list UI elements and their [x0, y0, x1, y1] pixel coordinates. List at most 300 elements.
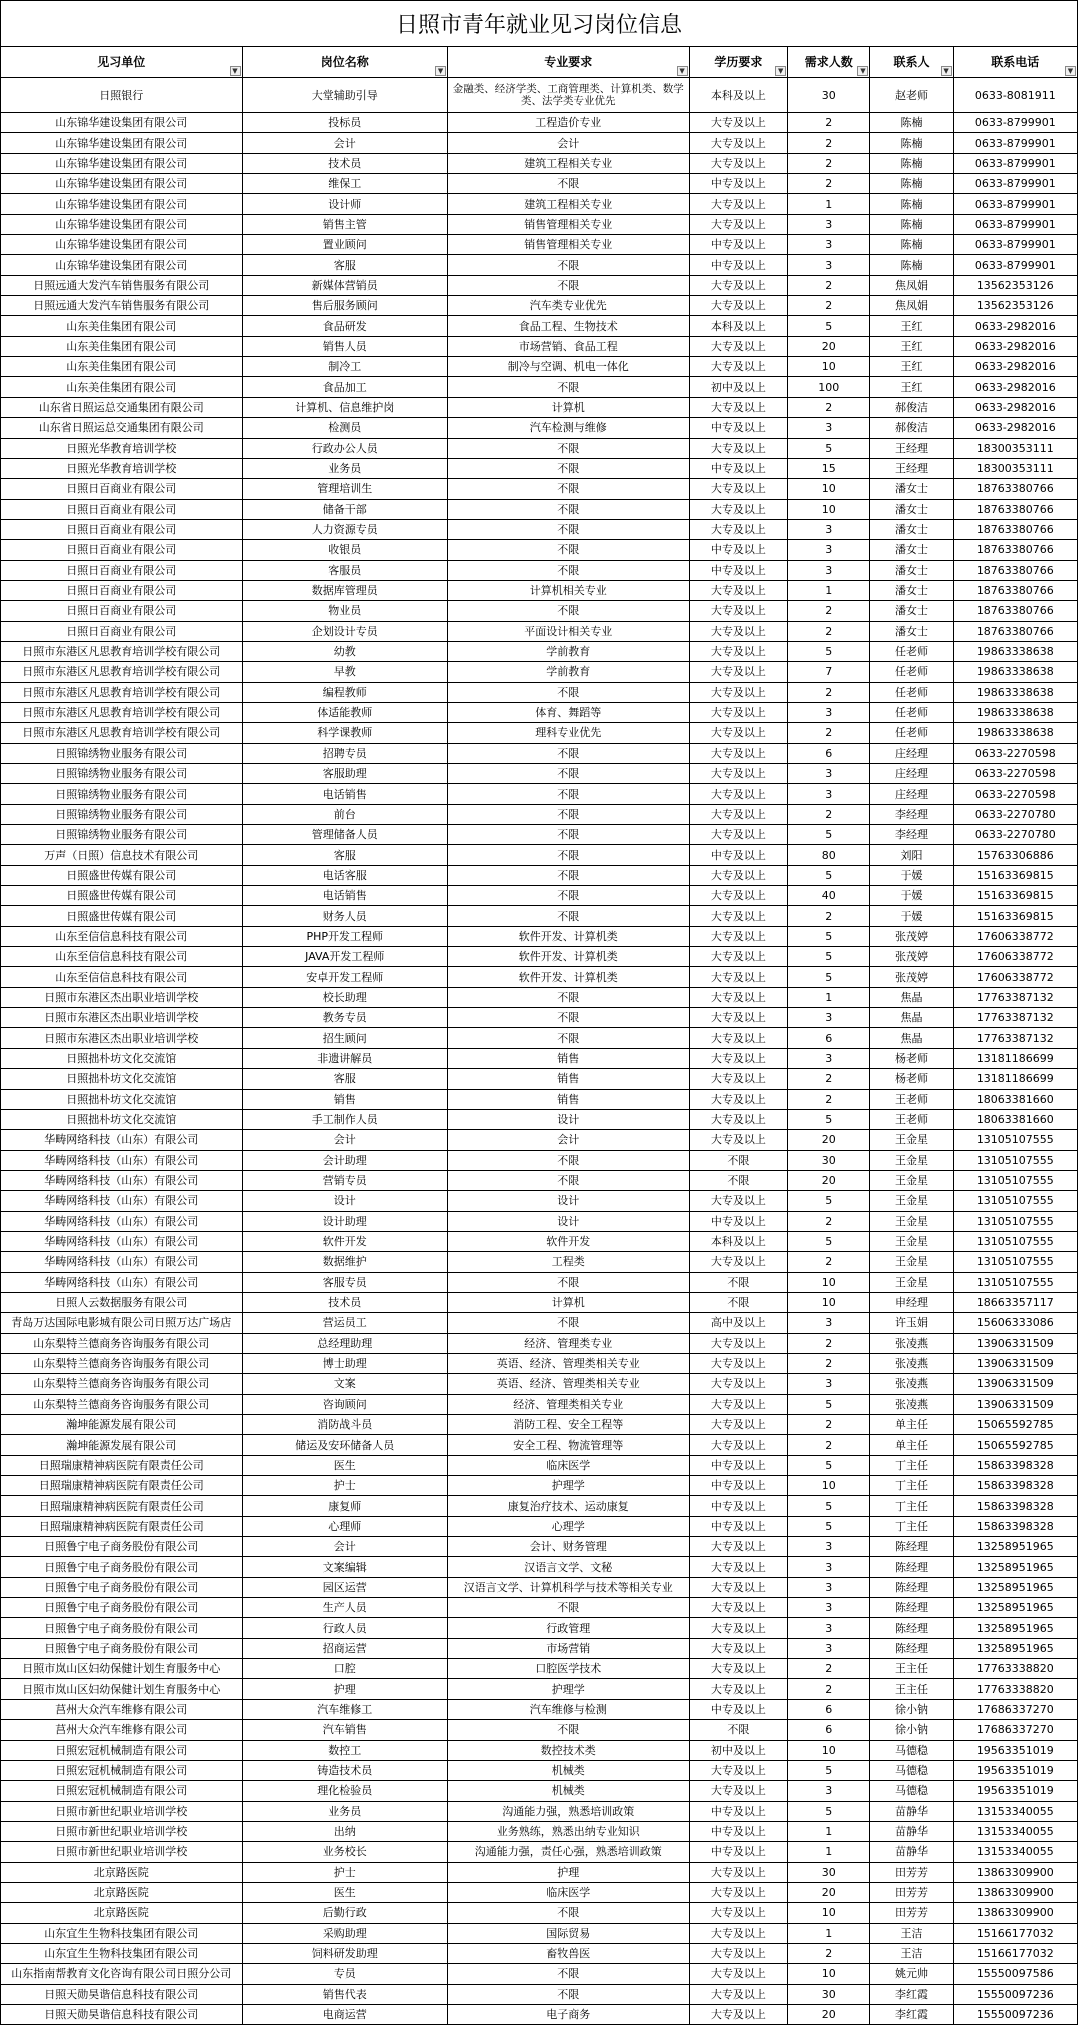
filter-dropdown-icon[interactable]: ▼ [1065, 66, 1076, 76]
cell-position[interactable]: 会计 [242, 1537, 448, 1557]
cell-phone[interactable]: 18063381660 [953, 1089, 1077, 1109]
cell-count[interactable]: 2 [788, 1659, 870, 1679]
cell-count[interactable]: 5 [788, 825, 870, 845]
cell-contact[interactable]: 潘女士 [870, 519, 953, 539]
cell-unit[interactable]: 日照鲁宁电子商务股份有限公司 [1, 1618, 243, 1638]
cell-position[interactable]: 电话客服 [242, 865, 448, 885]
cell-contact[interactable]: 陈楠 [870, 194, 953, 214]
cell-education[interactable]: 不限 [689, 1272, 788, 1292]
cell-count[interactable]: 2 [788, 1211, 870, 1231]
cell-count[interactable]: 2 [788, 804, 870, 824]
cell-education[interactable]: 大专及以上 [689, 1882, 788, 1902]
cell-count[interactable]: 5 [788, 1516, 870, 1536]
cell-major[interactable]: 不限 [448, 1150, 690, 1170]
cell-phone[interactable]: 13105107555 [953, 1272, 1077, 1292]
cell-education[interactable]: 大专及以上 [689, 1760, 788, 1780]
cell-unit[interactable]: 山东梨特兰德商务咨询服务有限公司 [1, 1333, 243, 1353]
cell-education[interactable]: 大专及以上 [689, 1577, 788, 1597]
cell-contact[interactable]: 苗静华 [870, 1842, 953, 1862]
cell-contact[interactable]: 徐小钠 [870, 1699, 953, 1719]
cell-education[interactable]: 中专及以上 [689, 418, 788, 438]
cell-unit[interactable]: 山东美佳集团有限公司 [1, 336, 243, 356]
cell-phone[interactable]: 15166177032 [953, 1943, 1077, 1963]
cell-position[interactable]: 幼教 [242, 641, 448, 661]
cell-position[interactable]: 后勤行政 [242, 1903, 448, 1923]
cell-position[interactable]: 采购助理 [242, 1923, 448, 1943]
cell-unit[interactable]: 日照鲁宁电子商务股份有限公司 [1, 1577, 243, 1597]
cell-education[interactable]: 大专及以上 [689, 1903, 788, 1923]
cell-position[interactable]: 心理师 [242, 1516, 448, 1536]
cell-major[interactable]: 不限 [448, 499, 690, 519]
cell-major[interactable]: 口腔医学技术 [448, 1659, 690, 1679]
cell-phone[interactable]: 18063381660 [953, 1109, 1077, 1129]
cell-count[interactable]: 2 [788, 1353, 870, 1373]
cell-major[interactable]: 软件开发、计算机类 [448, 967, 690, 987]
cell-unit[interactable]: 山东锦华建设集团有限公司 [1, 174, 243, 194]
cell-education[interactable]: 大专及以上 [689, 397, 788, 417]
cell-phone[interactable]: 18763380766 [953, 560, 1077, 580]
cell-count[interactable]: 2 [788, 296, 870, 316]
cell-contact[interactable]: 郝俊洁 [870, 397, 953, 417]
cell-major[interactable]: 行政管理 [448, 1618, 690, 1638]
cell-contact[interactable]: 马德稳 [870, 1740, 953, 1760]
cell-position[interactable]: 电话销售 [242, 886, 448, 906]
cell-contact[interactable]: 王红 [870, 357, 953, 377]
cell-count[interactable]: 6 [788, 743, 870, 763]
cell-major[interactable]: 会计、财务管理 [448, 1537, 690, 1557]
cell-count[interactable]: 2 [788, 1679, 870, 1699]
cell-major[interactable]: 心理学 [448, 1516, 690, 1536]
cell-education[interactable]: 大专及以上 [689, 1537, 788, 1557]
cell-contact[interactable]: 马德稳 [870, 1781, 953, 1801]
cell-position[interactable]: 医生 [242, 1455, 448, 1475]
cell-position[interactable]: 销售代表 [242, 1984, 448, 2004]
cell-position[interactable]: 食品研发 [242, 316, 448, 336]
cell-count[interactable]: 2 [788, 1089, 870, 1109]
cell-education[interactable]: 大专及以上 [689, 804, 788, 824]
cell-position[interactable]: 营销专员 [242, 1170, 448, 1190]
cell-phone[interactable]: 13258951965 [953, 1577, 1077, 1597]
cell-unit[interactable]: 华畴网络科技（山东）有限公司 [1, 1170, 243, 1190]
cell-contact[interactable]: 陈楠 [870, 133, 953, 153]
cell-unit[interactable]: 日照日百商业有限公司 [1, 540, 243, 560]
cell-unit[interactable]: 华畴网络科技（山东）有限公司 [1, 1211, 243, 1231]
cell-unit[interactable]: 日照鲁宁电子商务股份有限公司 [1, 1638, 243, 1658]
cell-contact[interactable]: 马德稳 [870, 1760, 953, 1780]
cell-phone[interactable]: 19563351019 [953, 1740, 1077, 1760]
cell-phone[interactable]: 17606338772 [953, 967, 1077, 987]
cell-phone[interactable]: 15166177032 [953, 1923, 1077, 1943]
cell-education[interactable]: 大专及以上 [689, 479, 788, 499]
cell-phone[interactable]: 13562353126 [953, 275, 1077, 295]
cell-position[interactable]: PHP开发工程师 [242, 926, 448, 946]
cell-contact[interactable]: 王老师 [870, 1089, 953, 1109]
cell-major[interactable]: 软件开发、计算机类 [448, 926, 690, 946]
cell-count[interactable]: 3 [788, 560, 870, 580]
cell-contact[interactable]: 于媛 [870, 865, 953, 885]
cell-contact[interactable]: 陈楠 [870, 174, 953, 194]
cell-phone[interactable]: 13181186699 [953, 1069, 1077, 1089]
cell-phone[interactable]: 0633-2270598 [953, 784, 1077, 804]
cell-contact[interactable]: 潘女士 [870, 601, 953, 621]
cell-major[interactable]: 不限 [448, 601, 690, 621]
cell-position[interactable]: 汽车维修工 [242, 1699, 448, 1719]
cell-unit[interactable]: 日照鲁宁电子商务股份有限公司 [1, 1598, 243, 1618]
cell-major[interactable]: 护理学 [448, 1679, 690, 1699]
cell-education[interactable]: 大专及以上 [689, 1374, 788, 1394]
cell-major[interactable]: 汉语言文学、计算机科学与技术等相关专业 [448, 1577, 690, 1597]
cell-phone[interactable]: 17763338820 [953, 1659, 1077, 1679]
cell-major[interactable]: 软件开发、计算机类 [448, 947, 690, 967]
cell-major[interactable]: 不限 [448, 1313, 690, 1333]
cell-count[interactable]: 3 [788, 1577, 870, 1597]
cell-count[interactable]: 5 [788, 967, 870, 987]
cell-major[interactable]: 工程类 [448, 1252, 690, 1272]
cell-contact[interactable]: 申经理 [870, 1292, 953, 1312]
cell-major[interactable]: 消防工程、安全工程等 [448, 1415, 690, 1435]
cell-contact[interactable]: 王洁 [870, 1943, 953, 1963]
cell-contact[interactable]: 王经理 [870, 458, 953, 478]
cell-major[interactable]: 不限 [448, 458, 690, 478]
cell-phone[interactable]: 19863338638 [953, 641, 1077, 661]
cell-education[interactable]: 中专及以上 [689, 1496, 788, 1516]
cell-count[interactable]: 3 [788, 784, 870, 804]
cell-count[interactable]: 1 [788, 194, 870, 214]
cell-unit[interactable]: 山东指南帮教育文化咨询有限公司日照分公司 [1, 1964, 243, 1984]
cell-major[interactable]: 不限 [448, 1903, 690, 1923]
cell-count[interactable]: 10 [788, 357, 870, 377]
cell-phone[interactable]: 17763338820 [953, 1679, 1077, 1699]
cell-education[interactable]: 大专及以上 [689, 621, 788, 641]
cell-phone[interactable]: 0633-2270780 [953, 825, 1077, 845]
cell-unit[interactable]: 山东锦华建设集团有限公司 [1, 153, 243, 173]
cell-unit[interactable]: 日照光华教育培训学校 [1, 458, 243, 478]
cell-education[interactable]: 初中及以上 [689, 377, 788, 397]
cell-unit[interactable]: 山东锦华建设集团有限公司 [1, 235, 243, 255]
cell-education[interactable]: 大专及以上 [689, 1353, 788, 1373]
cell-phone[interactable]: 13863309900 [953, 1903, 1077, 1923]
cell-count[interactable]: 5 [788, 1394, 870, 1414]
cell-unit[interactable]: 日照光华教育培训学校 [1, 438, 243, 458]
cell-count[interactable]: 3 [788, 764, 870, 784]
cell-count[interactable]: 2 [788, 621, 870, 641]
cell-phone[interactable]: 19563351019 [953, 1781, 1077, 1801]
cell-education[interactable]: 中专及以上 [689, 1821, 788, 1841]
cell-unit[interactable]: 山东宜生生物科技集团有限公司 [1, 1943, 243, 1963]
cell-education[interactable]: 大专及以上 [689, 662, 788, 682]
cell-unit[interactable]: 日照市岚山区妇幼保健计划生育服务中心 [1, 1679, 243, 1699]
cell-phone[interactable]: 17686337270 [953, 1720, 1077, 1740]
cell-count[interactable]: 5 [788, 641, 870, 661]
cell-position[interactable]: 安卓开发工程师 [242, 967, 448, 987]
cell-position[interactable]: 园区运营 [242, 1577, 448, 1597]
cell-count[interactable]: 6 [788, 1028, 870, 1048]
cell-phone[interactable]: 18763380766 [953, 540, 1077, 560]
cell-position[interactable]: 会计 [242, 1130, 448, 1150]
cell-position[interactable]: 招生顾问 [242, 1028, 448, 1048]
cell-phone[interactable]: 15163369815 [953, 865, 1077, 885]
cell-major[interactable]: 安全工程、物流管理等 [448, 1435, 690, 1455]
cell-unit[interactable]: 日照拙朴坊文化交流馆 [1, 1089, 243, 1109]
cell-contact[interactable]: 潘女士 [870, 499, 953, 519]
cell-position[interactable]: 大堂辅助引导 [242, 78, 448, 113]
cell-education[interactable]: 大专及以上 [689, 1618, 788, 1638]
cell-major[interactable]: 销售 [448, 1089, 690, 1109]
cell-contact[interactable]: 焦凤娟 [870, 296, 953, 316]
cell-contact[interactable]: 张茂婷 [870, 967, 953, 987]
cell-contact[interactable]: 田芳芳 [870, 1862, 953, 1882]
cell-unit[interactable]: 日照远通大发汽车销售服务有限公司 [1, 275, 243, 295]
cell-position[interactable]: 客服 [242, 255, 448, 275]
cell-major[interactable]: 不限 [448, 764, 690, 784]
cell-count[interactable]: 2 [788, 682, 870, 702]
cell-count[interactable]: 3 [788, 255, 870, 275]
cell-unit[interactable]: 华畴网络科技（山东）有限公司 [1, 1191, 243, 1211]
cell-phone[interactable]: 13153340055 [953, 1842, 1077, 1862]
cell-major[interactable]: 不限 [448, 865, 690, 885]
cell-unit[interactable]: 日照宏冠机械制造有限公司 [1, 1760, 243, 1780]
cell-education[interactable]: 中专及以上 [689, 255, 788, 275]
cell-contact[interactable]: 王金星 [870, 1170, 953, 1190]
cell-position[interactable]: 业务员 [242, 1801, 448, 1821]
cell-major[interactable]: 计算机 [448, 1292, 690, 1312]
cell-contact[interactable]: 李红霞 [870, 1984, 953, 2004]
cell-major[interactable]: 学前教育 [448, 662, 690, 682]
cell-contact[interactable]: 张茂婷 [870, 926, 953, 946]
cell-count[interactable]: 3 [788, 540, 870, 560]
cell-unit[interactable]: 日照盛世传媒有限公司 [1, 886, 243, 906]
cell-education[interactable]: 不限 [689, 1720, 788, 1740]
cell-unit[interactable]: 瀚坤能源发展有限公司 [1, 1435, 243, 1455]
cell-contact[interactable]: 庄经理 [870, 764, 953, 784]
cell-education[interactable]: 本科及以上 [689, 78, 788, 113]
cell-count[interactable]: 2 [788, 113, 870, 133]
cell-count[interactable]: 2 [788, 133, 870, 153]
cell-contact[interactable]: 张凌燕 [870, 1333, 953, 1353]
cell-unit[interactable]: 莒州大众汽车维修有限公司 [1, 1699, 243, 1719]
cell-phone[interactable]: 0633-8799901 [953, 133, 1077, 153]
cell-major[interactable]: 不限 [448, 1964, 690, 1984]
cell-position[interactable]: 电话销售 [242, 784, 448, 804]
cell-major[interactable]: 不限 [448, 804, 690, 824]
cell-education[interactable]: 不限 [689, 1292, 788, 1312]
cell-education[interactable]: 中专及以上 [689, 458, 788, 478]
cell-unit[interactable]: 日照拙朴坊文化交流馆 [1, 1069, 243, 1089]
cell-contact[interactable]: 庄经理 [870, 784, 953, 804]
cell-contact[interactable]: 张茂婷 [870, 947, 953, 967]
cell-education[interactable]: 大专及以上 [689, 1435, 788, 1455]
cell-phone[interactable]: 0633-2982016 [953, 418, 1077, 438]
cell-position[interactable]: 计算机、信息维护岗 [242, 397, 448, 417]
cell-major[interactable]: 不限 [448, 1720, 690, 1740]
cell-count[interactable]: 10 [788, 1964, 870, 1984]
cell-major[interactable]: 不限 [448, 825, 690, 845]
cell-count[interactable]: 5 [788, 316, 870, 336]
cell-phone[interactable]: 13258951965 [953, 1557, 1077, 1577]
cell-unit[interactable]: 山东锦华建设集团有限公司 [1, 113, 243, 133]
cell-contact[interactable]: 单主任 [870, 1415, 953, 1435]
cell-major[interactable]: 销售 [448, 1069, 690, 1089]
cell-contact[interactable]: 杨老师 [870, 1069, 953, 1089]
cell-major[interactable]: 英语、经济、管理类相关专业 [448, 1374, 690, 1394]
cell-unit[interactable]: 日照瑞康精神病医院有限责任公司 [1, 1476, 243, 1496]
cell-position[interactable]: 客服专员 [242, 1272, 448, 1292]
cell-education[interactable]: 大专及以上 [689, 113, 788, 133]
cell-position[interactable]: 行政办公人员 [242, 438, 448, 458]
cell-contact[interactable]: 任老师 [870, 641, 953, 661]
cell-count[interactable]: 3 [788, 1008, 870, 1028]
cell-position[interactable]: 体适能教师 [242, 702, 448, 722]
cell-phone[interactable]: 0633-8799901 [953, 214, 1077, 234]
cell-phone[interactable]: 13863309900 [953, 1882, 1077, 1902]
cell-contact[interactable]: 陈经理 [870, 1638, 953, 1658]
cell-contact[interactable]: 王金星 [870, 1150, 953, 1170]
cell-education[interactable]: 大专及以上 [689, 2004, 788, 2024]
cell-unit[interactable]: 日照瑞康精神病医院有限责任公司 [1, 1516, 243, 1536]
cell-count[interactable]: 2 [788, 275, 870, 295]
cell-phone[interactable]: 13258951965 [953, 1537, 1077, 1557]
cell-phone[interactable]: 18763380766 [953, 580, 1077, 600]
filter-dropdown-icon[interactable]: ▼ [435, 66, 446, 76]
cell-count[interactable]: 1 [788, 1821, 870, 1841]
cell-phone[interactable]: 17763387132 [953, 1028, 1077, 1048]
cell-count[interactable]: 40 [788, 886, 870, 906]
cell-major[interactable]: 计算机相关专业 [448, 580, 690, 600]
cell-major[interactable]: 不限 [448, 743, 690, 763]
cell-major[interactable]: 建筑工程相关专业 [448, 153, 690, 173]
cell-count[interactable]: 5 [788, 1191, 870, 1211]
cell-phone[interactable]: 15863398328 [953, 1516, 1077, 1536]
cell-phone[interactable]: 15065592785 [953, 1435, 1077, 1455]
cell-phone[interactable]: 13258951965 [953, 1618, 1077, 1638]
cell-position[interactable]: 企划设计专员 [242, 621, 448, 641]
cell-count[interactable]: 2 [788, 601, 870, 621]
cell-count[interactable]: 5 [788, 1231, 870, 1251]
cell-unit[interactable]: 日照盛世传媒有限公司 [1, 906, 243, 926]
cell-contact[interactable]: 陈经理 [870, 1598, 953, 1618]
cell-education[interactable]: 大专及以上 [689, 641, 788, 661]
cell-unit[interactable]: 日照市新世纪职业培训学校 [1, 1821, 243, 1841]
cell-position[interactable]: 检测员 [242, 418, 448, 438]
cell-count[interactable]: 30 [788, 1984, 870, 2004]
cell-unit[interactable]: 华畴网络科技（山东）有限公司 [1, 1231, 243, 1251]
cell-count[interactable]: 1 [788, 580, 870, 600]
filter-dropdown-icon[interactable]: ▼ [857, 66, 868, 76]
cell-count[interactable]: 10 [788, 499, 870, 519]
cell-position[interactable]: 管理培训生 [242, 479, 448, 499]
cell-position[interactable]: 理化检验员 [242, 1781, 448, 1801]
cell-position[interactable]: 维保工 [242, 174, 448, 194]
cell-unit[interactable]: 日照市东港区杰出职业培训学校 [1, 1028, 243, 1048]
cell-education[interactable]: 高中及以上 [689, 1313, 788, 1333]
cell-phone[interactable]: 13258951965 [953, 1598, 1077, 1618]
cell-count[interactable]: 2 [788, 1435, 870, 1455]
cell-unit[interactable]: 山东美佳集团有限公司 [1, 377, 243, 397]
cell-contact[interactable]: 于媛 [870, 906, 953, 926]
cell-count[interactable]: 3 [788, 1374, 870, 1394]
cell-education[interactable]: 中专及以上 [689, 540, 788, 560]
cell-education[interactable]: 大专及以上 [689, 1109, 788, 1129]
cell-major[interactable]: 沟通能力强，熟悉培训政策 [448, 1801, 690, 1821]
cell-contact[interactable]: 李经理 [870, 804, 953, 824]
cell-major[interactable]: 沟通能力强，责任心强，熟悉培训政策 [448, 1842, 690, 1862]
cell-phone[interactable]: 0633-2270780 [953, 804, 1077, 824]
cell-contact[interactable]: 李经理 [870, 825, 953, 845]
cell-major[interactable]: 不限 [448, 682, 690, 702]
cell-unit[interactable]: 日照市东港区凡思教育培训学校有限公司 [1, 682, 243, 702]
cell-major[interactable]: 工程造价专业 [448, 113, 690, 133]
cell-contact[interactable]: 许玉娟 [870, 1313, 953, 1333]
cell-phone[interactable]: 13105107555 [953, 1170, 1077, 1190]
cell-count[interactable]: 3 [788, 702, 870, 722]
cell-unit[interactable]: 日照市东港区杰出职业培训学校 [1, 1008, 243, 1028]
cell-contact[interactable]: 陈楠 [870, 113, 953, 133]
cell-education[interactable]: 大专及以上 [689, 1008, 788, 1028]
cell-education[interactable]: 大专及以上 [689, 1943, 788, 1963]
cell-contact[interactable]: 徐小钠 [870, 1720, 953, 1740]
cell-position[interactable]: 会计 [242, 133, 448, 153]
cell-contact[interactable]: 王主任 [870, 1679, 953, 1699]
cell-phone[interactable]: 18763380766 [953, 499, 1077, 519]
cell-phone[interactable]: 19563351019 [953, 1760, 1077, 1780]
cell-unit[interactable]: 日照银行 [1, 78, 243, 113]
cell-contact[interactable]: 潘女士 [870, 580, 953, 600]
cell-position[interactable]: 护理 [242, 1679, 448, 1699]
cell-major[interactable]: 汉语言文学、文秘 [448, 1557, 690, 1577]
cell-unit[interactable]: 日照鲁宁电子商务股份有限公司 [1, 1537, 243, 1557]
cell-contact[interactable]: 田芳芳 [870, 1903, 953, 1923]
cell-major[interactable]: 销售管理相关专业 [448, 235, 690, 255]
cell-count[interactable]: 30 [788, 1150, 870, 1170]
cell-count[interactable]: 2 [788, 906, 870, 926]
cell-position[interactable]: 设计助理 [242, 1211, 448, 1231]
cell-phone[interactable]: 13153340055 [953, 1821, 1077, 1841]
cell-contact[interactable]: 赵老师 [870, 78, 953, 113]
cell-education[interactable]: 中专及以上 [689, 560, 788, 580]
cell-position[interactable]: 电商运营 [242, 2004, 448, 2024]
cell-count[interactable]: 3 [788, 418, 870, 438]
cell-education[interactable]: 大专及以上 [689, 580, 788, 600]
cell-education[interactable]: 大专及以上 [689, 987, 788, 1007]
cell-unit[interactable]: 日照锦绣物业服务有限公司 [1, 804, 243, 824]
filter-dropdown-icon[interactable]: ▼ [775, 66, 786, 76]
cell-education[interactable]: 大专及以上 [689, 296, 788, 316]
cell-count[interactable]: 2 [788, 1252, 870, 1272]
cell-count[interactable]: 5 [788, 438, 870, 458]
cell-contact[interactable]: 王金星 [870, 1191, 953, 1211]
cell-position[interactable]: 康复师 [242, 1496, 448, 1516]
cell-contact[interactable]: 王洁 [870, 1923, 953, 1943]
cell-phone[interactable]: 15550097236 [953, 2004, 1077, 2024]
cell-major[interactable]: 护理 [448, 1862, 690, 1882]
cell-education[interactable]: 中专及以上 [689, 1516, 788, 1536]
cell-major[interactable]: 不限 [448, 519, 690, 539]
cell-position[interactable]: 软件开发 [242, 1231, 448, 1251]
cell-education[interactable]: 大专及以上 [689, 1781, 788, 1801]
cell-education[interactable]: 大专及以上 [689, 784, 788, 804]
cell-count[interactable]: 3 [788, 1537, 870, 1557]
cell-phone[interactable]: 17606338772 [953, 926, 1077, 946]
cell-position[interactable]: 铸造技术员 [242, 1760, 448, 1780]
cell-phone[interactable]: 0633-8799901 [953, 194, 1077, 214]
cell-count[interactable]: 20 [788, 336, 870, 356]
cell-contact[interactable]: 丁主任 [870, 1476, 953, 1496]
cell-phone[interactable]: 15163369815 [953, 906, 1077, 926]
cell-count[interactable]: 3 [788, 519, 870, 539]
cell-count[interactable]: 5 [788, 865, 870, 885]
cell-phone[interactable]: 0633-8799901 [953, 174, 1077, 194]
cell-position[interactable]: 医生 [242, 1882, 448, 1902]
